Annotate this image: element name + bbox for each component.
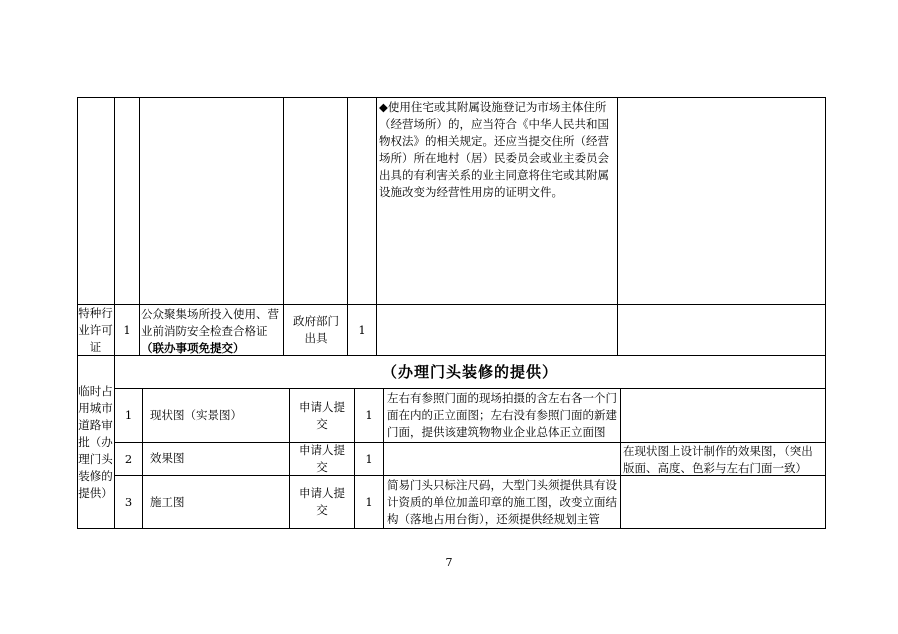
row-requirement: 简易门头只标注尺码，大型门头须提供具有设计资质的单位加盖印章的施工图，改变立面结构（落地占用台街），还须提供经规划主管: [387, 478, 617, 526]
row-index: 2: [124, 451, 133, 466]
row-source: 申请人提交: [299, 443, 345, 474]
permit-source: 政府部门出具: [293, 314, 339, 345]
permit-copies: 1: [358, 322, 366, 337]
row-material: 施工图: [150, 495, 185, 509]
row-remark: 在现状图上设计制作的效果图，（突出版面、高度、色彩与左右门面一致）: [623, 444, 813, 475]
row-source: 申请人提交: [299, 486, 345, 517]
permit-material-note: （联办事项免提交）: [141, 341, 245, 354]
section-heading: （办理门头装修的提供）: [381, 362, 558, 381]
row-copies: 1: [365, 451, 373, 466]
permit-material-text: 公众聚集场所投入使用、营业前消防安全检查合格证: [141, 307, 279, 338]
section-category: 临时占用城市道路审批（办理门头装修的提供）: [78, 383, 113, 500]
row-index: 1: [124, 408, 133, 422]
row-material: 现状图（实景图）: [150, 408, 242, 422]
page-number: 7: [445, 556, 453, 569]
row-index: 3: [124, 494, 133, 509]
permit-index: 1: [123, 322, 131, 337]
row-material: 效果图: [150, 451, 185, 465]
permit-material: [141, 306, 282, 354]
row-copies: 1: [365, 408, 373, 422]
row-source: 申请人提交: [299, 399, 345, 431]
row-copies: 1: [365, 494, 373, 509]
top-row-remark: [379, 99, 615, 299]
permit-category: 特种行业许可证: [78, 305, 113, 354]
row-requirement: 左右有参照门面的现场拍摄的含左右各一个门面在内的正立面图；左右没有参照门面的新建门面，提供该建筑物物业企业总体正立面图: [387, 391, 617, 439]
remark-text: ◆使用住宅或其附属设施登记为市场主体住所（经营场所）的，应当符合《中华人民共和国物权法》的相关规定。还应当提交住所（经营场所）所在地村（居）民委员会或业主委员会出具的有利害关系的业主同意将住宅或其附属设施改变为经营性用房的证明文件。: [379, 100, 609, 199]
